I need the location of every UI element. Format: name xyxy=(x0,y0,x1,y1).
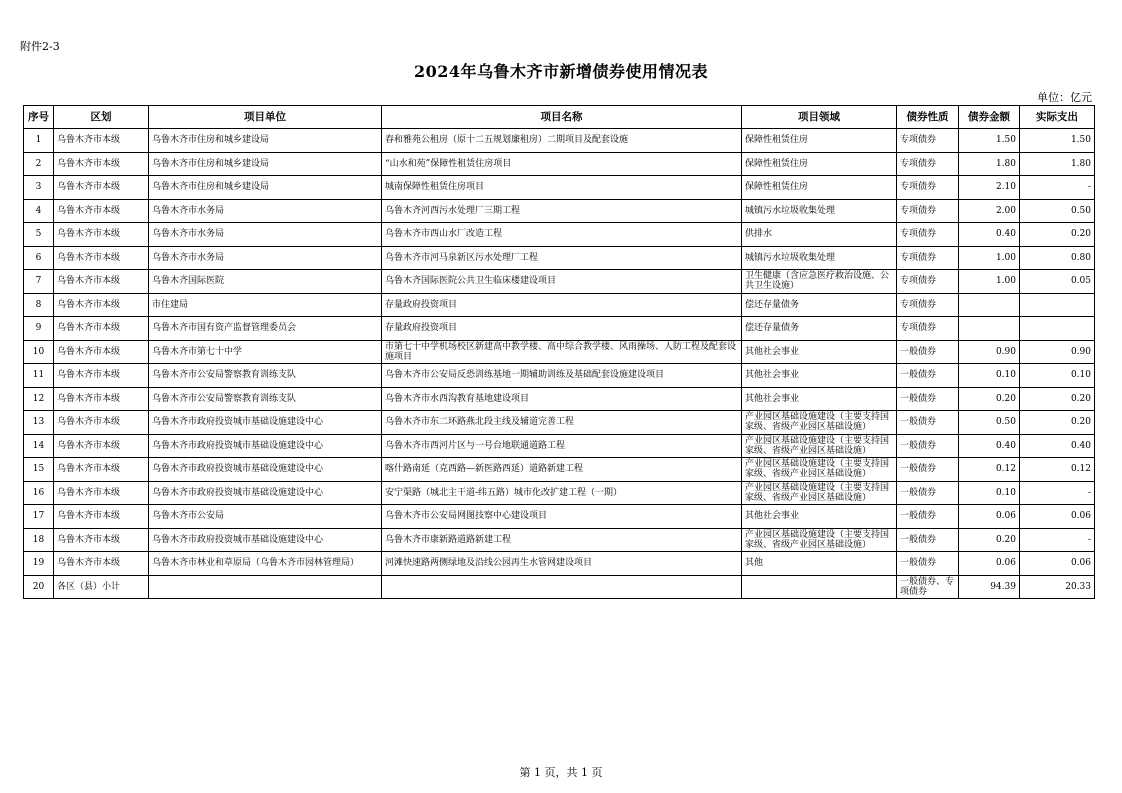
cell-seq: 11 xyxy=(24,364,54,388)
cell-spent: 0.50 xyxy=(1020,199,1095,223)
cell-bond-type: 一般债券 xyxy=(897,481,959,505)
cell-seq: 3 xyxy=(24,176,54,200)
bond-usage-table xyxy=(23,105,1095,599)
cell-amount: 1.00 xyxy=(959,246,1020,270)
cell-bond-type: 专项债券 xyxy=(897,246,959,270)
cell-region: 乌鲁木齐市本级 xyxy=(54,505,149,529)
cell-project: 乌鲁木齐市公安局网图技察中心建设项目 xyxy=(382,505,742,529)
cell-field: 供排水 xyxy=(742,223,897,247)
cell-amount: 2.10 xyxy=(959,176,1020,200)
header-project: 项目名称 xyxy=(382,106,742,129)
cell-amount: 2.00 xyxy=(959,199,1020,223)
cell-unit: 乌鲁木齐市水务局 xyxy=(149,246,382,270)
cell-spent: 0.06 xyxy=(1020,505,1095,529)
cell-project: 乌鲁木齐市西河片区与一号台地联通道路工程 xyxy=(382,434,742,458)
cell-seq: 6 xyxy=(24,246,54,270)
cell-bond-type: 专项债券 xyxy=(897,223,959,247)
header-spent: 实际支出 xyxy=(1020,106,1095,129)
cell-spent: 1.80 xyxy=(1020,152,1095,176)
cell-region: 乌鲁木齐市本级 xyxy=(54,176,149,200)
cell-field: 偿还存量债务 xyxy=(742,293,897,317)
cell-spent: 0.20 xyxy=(1020,387,1095,411)
cell-spent: 0.90 xyxy=(1020,340,1095,364)
cell-project: 乌鲁木齐市东二环路燕北段主线及辅道完善工程 xyxy=(382,411,742,435)
cell-project: 乌鲁木齐市水西沟教育基地建设项目 xyxy=(382,387,742,411)
cell-field: 其他 xyxy=(742,552,897,576)
cell-seq: 9 xyxy=(24,317,54,341)
cell-project: 存量政府投资项目 xyxy=(382,317,742,341)
cell-spent: - xyxy=(1020,528,1095,552)
cell-seq: 17 xyxy=(24,505,54,529)
table-row xyxy=(24,458,1095,482)
cell-spent: 0.40 xyxy=(1020,434,1095,458)
cell-field: 其他社会事业 xyxy=(742,364,897,388)
cell-field: 产业园区基础设施建设（主要支持国家级、省级产业园区基础设施） xyxy=(742,528,897,552)
cell-project: 春和雅苑公租房（原十二五规划廉租房）二期项目及配套设施 xyxy=(382,129,742,153)
cell-field: 其他社会事业 xyxy=(742,340,897,364)
header-row xyxy=(24,106,1095,129)
cell-field: 卫生健康（含应急医疗救治设施、公共卫生设施） xyxy=(742,270,897,294)
cell-field: 其他社会事业 xyxy=(742,505,897,529)
cell-amount: 0.06 xyxy=(959,505,1020,529)
cell-unit: 乌鲁木齐市水务局 xyxy=(149,199,382,223)
cell-field: 其他社会事业 xyxy=(742,387,897,411)
header-bond-type: 债券性质 xyxy=(897,106,959,129)
table-row xyxy=(24,528,1095,552)
cell-project: 安宁渠路（城北主干道-纬五路）城市化改扩建工程（一期） xyxy=(382,481,742,505)
cell-region: 乌鲁木齐市本级 xyxy=(54,293,149,317)
cell-unit: 乌鲁木齐市政府投资城市基础设施建设中心 xyxy=(149,528,382,552)
cell-unit xyxy=(149,575,382,599)
table-row xyxy=(24,340,1095,364)
cell-project: 乌鲁木齐市公安局反恐训练基地一期辅助训练及基础配套设施建设项目 xyxy=(382,364,742,388)
cell-project: 存量政府投资项目 xyxy=(382,293,742,317)
header-seq: 序号 xyxy=(24,106,54,129)
cell-seq: 5 xyxy=(24,223,54,247)
cell-amount: 1.00 xyxy=(959,270,1020,294)
cell-amount: 0.40 xyxy=(959,223,1020,247)
cell-region: 乌鲁木齐市本级 xyxy=(54,552,149,576)
cell-project: 乌鲁木齐河西污水处理厂三期工程 xyxy=(382,199,742,223)
page-title: 2024年乌鲁木齐市新增债券使用情况表 xyxy=(413,62,709,81)
page-footer: 第 1 页，共 1 页 xyxy=(519,766,603,779)
cell-spent: 0.12 xyxy=(1020,458,1095,482)
cell-project: 乌鲁木齐市河马泉新区污水处理厂工程 xyxy=(382,246,742,270)
table-row xyxy=(24,176,1095,200)
cell-spent: - xyxy=(1020,481,1095,505)
cell-field: 城镇污水垃圾收集处理 xyxy=(742,199,897,223)
cell-seq: 13 xyxy=(24,411,54,435)
cell-seq: 15 xyxy=(24,458,54,482)
table-row xyxy=(24,152,1095,176)
cell-project: 乌鲁木齐国际医院公共卫生临床楼建设项目 xyxy=(382,270,742,294)
cell-field: 偿还存量债务 xyxy=(742,317,897,341)
cell-amount: 1.50 xyxy=(959,129,1020,153)
cell-amount: 0.90 xyxy=(959,340,1020,364)
cell-field: 城镇污水垃圾收集处理 xyxy=(742,246,897,270)
cell-unit: 乌鲁木齐市第七十中学 xyxy=(149,340,382,364)
cell-spent: - xyxy=(1020,176,1095,200)
cell-spent: 0.06 xyxy=(1020,552,1095,576)
table-row xyxy=(24,505,1095,529)
cell-seq: 2 xyxy=(24,152,54,176)
cell-bond-type: 专项债券 xyxy=(897,176,959,200)
table-row xyxy=(24,293,1095,317)
cell-unit: 乌鲁木齐市住房和城乡建设局 xyxy=(149,152,382,176)
cell-amount: 0.10 xyxy=(959,481,1020,505)
cell-unit: 乌鲁木齐市政府投资城市基础设施建设中心 xyxy=(149,458,382,482)
cell-region: 乌鲁木齐市本级 xyxy=(54,481,149,505)
cell-amount xyxy=(959,293,1020,317)
cell-spent: 0.20 xyxy=(1020,223,1095,247)
cell-bond-type: 专项债券 xyxy=(897,293,959,317)
table-row xyxy=(24,434,1095,458)
attachment-label: 附件2-3 xyxy=(20,40,60,53)
cell-field xyxy=(742,575,897,599)
cell-bond-type: 一般债券 xyxy=(897,552,959,576)
table-row xyxy=(24,317,1095,341)
cell-region: 乌鲁木齐市本级 xyxy=(54,434,149,458)
table-row xyxy=(24,129,1095,153)
cell-amount: 0.20 xyxy=(959,387,1020,411)
cell-amount xyxy=(959,317,1020,341)
header-region: 区划 xyxy=(54,106,149,129)
cell-bond-type: 一般债券、专项债券 xyxy=(897,575,959,599)
cell-region: 各区（县）小计 xyxy=(54,575,149,599)
cell-field: 保障性租赁住房 xyxy=(742,129,897,153)
cell-spent xyxy=(1020,317,1095,341)
cell-unit: 乌鲁木齐市住房和城乡建设局 xyxy=(149,176,382,200)
cell-seq: 20 xyxy=(24,575,54,599)
cell-bond-type: 一般债券 xyxy=(897,364,959,388)
cell-field: 产业园区基础设施建设（主要支持国家级、省级产业园区基础设施） xyxy=(742,411,897,435)
cell-amount: 0.40 xyxy=(959,434,1020,458)
table-row xyxy=(24,223,1095,247)
cell-spent xyxy=(1020,293,1095,317)
table-row xyxy=(24,270,1095,294)
cell-unit: 乌鲁木齐市公安局 xyxy=(149,505,382,529)
cell-bond-type: 一般债券 xyxy=(897,411,959,435)
cell-field: 保障性租赁住房 xyxy=(742,176,897,200)
cell-seq: 12 xyxy=(24,387,54,411)
cell-region: 乌鲁木齐市本级 xyxy=(54,411,149,435)
cell-region: 乌鲁木齐市本级 xyxy=(54,199,149,223)
cell-project: 乌鲁木齐市康新路道路新建工程 xyxy=(382,528,742,552)
table-body xyxy=(24,129,1095,599)
cell-bond-type: 一般债券 xyxy=(897,340,959,364)
cell-unit: 乌鲁木齐市公安局警察教育训练支队 xyxy=(149,364,382,388)
cell-project: 市第七十中学机场校区新建高中教学楼、高中综合教学楼、风雨操场、人防工程及配套设施项目 xyxy=(382,340,742,364)
cell-region: 乌鲁木齐市本级 xyxy=(54,387,149,411)
cell-amount: 1.80 xyxy=(959,152,1020,176)
table-row xyxy=(24,199,1095,223)
cell-project: 河滩快速路两侧绿地及沿线公园再生水管网建设项目 xyxy=(382,552,742,576)
cell-region: 乌鲁木齐市本级 xyxy=(54,270,149,294)
cell-seq: 10 xyxy=(24,340,54,364)
cell-seq: 18 xyxy=(24,528,54,552)
header-field: 项目领域 xyxy=(742,106,897,129)
cell-unit: 乌鲁木齐市水务局 xyxy=(149,223,382,247)
cell-field: 产业园区基础设施建设（主要支持国家级、省级产业园区基础设施） xyxy=(742,481,897,505)
cell-unit: 乌鲁木齐市政府投资城市基础设施建设中心 xyxy=(149,411,382,435)
cell-spent: 20.33 xyxy=(1020,575,1095,599)
cell-bond-type: 专项债券 xyxy=(897,152,959,176)
cell-bond-type: 一般债券 xyxy=(897,505,959,529)
cell-project: 城南保障性租赁住房项目 xyxy=(382,176,742,200)
table-row xyxy=(24,411,1095,435)
cell-unit: 乌鲁木齐国际医院 xyxy=(149,270,382,294)
cell-bond-type: 专项债券 xyxy=(897,317,959,341)
cell-amount: 0.50 xyxy=(959,411,1020,435)
cell-unit: 乌鲁木齐市政府投资城市基础设施建设中心 xyxy=(149,481,382,505)
cell-amount: 0.10 xyxy=(959,364,1020,388)
cell-seq: 8 xyxy=(24,293,54,317)
cell-region: 乌鲁木齐市本级 xyxy=(54,129,149,153)
table-row xyxy=(24,246,1095,270)
cell-seq: 4 xyxy=(24,199,54,223)
cell-project: 喀什路南延（克西路—新医路西延）道路新建工程 xyxy=(382,458,742,482)
cell-field: 产业园区基础设施建设（主要支持国家级、省级产业园区基础设施） xyxy=(742,434,897,458)
table-row xyxy=(24,575,1095,599)
cell-seq: 19 xyxy=(24,552,54,576)
cell-field: 产业园区基础设施建设（主要支持国家级、省级产业园区基础设施） xyxy=(742,458,897,482)
table-row xyxy=(24,364,1095,388)
table-row xyxy=(24,481,1095,505)
cell-region: 乌鲁木齐市本级 xyxy=(54,458,149,482)
cell-region: 乌鲁木齐市本级 xyxy=(54,223,149,247)
cell-unit: 市住建局 xyxy=(149,293,382,317)
cell-seq: 16 xyxy=(24,481,54,505)
cell-spent: 0.80 xyxy=(1020,246,1095,270)
cell-project xyxy=(382,575,742,599)
cell-amount: 0.20 xyxy=(959,528,1020,552)
cell-region: 乌鲁木齐市本级 xyxy=(54,528,149,552)
cell-field: 保障性租赁住房 xyxy=(742,152,897,176)
cell-seq: 14 xyxy=(24,434,54,458)
table-row xyxy=(24,387,1095,411)
cell-project: 乌鲁木齐市西山水厂改造工程 xyxy=(382,223,742,247)
cell-project: “山水和苑”保障性租赁住房项目 xyxy=(382,152,742,176)
cell-bond-type: 一般债券 xyxy=(897,458,959,482)
cell-spent: 0.05 xyxy=(1020,270,1095,294)
cell-unit: 乌鲁木齐市国有资产监督管理委员会 xyxy=(149,317,382,341)
cell-unit: 乌鲁木齐市公安局警察教育训练支队 xyxy=(149,387,382,411)
cell-region: 乌鲁木齐市本级 xyxy=(54,317,149,341)
cell-unit: 乌鲁木齐市政府投资城市基础设施建设中心 xyxy=(149,434,382,458)
cell-unit: 乌鲁木齐市住房和城乡建设局 xyxy=(149,129,382,153)
header-amount: 债券金额 xyxy=(959,106,1020,129)
cell-bond-type: 一般债券 xyxy=(897,434,959,458)
unit-label: 单位：亿元 xyxy=(1037,91,1092,104)
cell-region: 乌鲁木齐市本级 xyxy=(54,246,149,270)
cell-spent: 0.20 xyxy=(1020,411,1095,435)
header-unit: 项目单位 xyxy=(149,106,382,129)
cell-region: 乌鲁木齐市本级 xyxy=(54,340,149,364)
cell-spent: 1.50 xyxy=(1020,129,1095,153)
cell-bond-type: 专项债券 xyxy=(897,270,959,294)
cell-bond-type: 一般债券 xyxy=(897,528,959,552)
cell-spent: 0.10 xyxy=(1020,364,1095,388)
cell-bond-type: 专项债券 xyxy=(897,199,959,223)
cell-bond-type: 专项债券 xyxy=(897,129,959,153)
cell-seq: 7 xyxy=(24,270,54,294)
cell-amount: 0.06 xyxy=(959,552,1020,576)
cell-seq: 1 xyxy=(24,129,54,153)
cell-bond-type: 一般债券 xyxy=(897,387,959,411)
table-row xyxy=(24,552,1095,576)
cell-region: 乌鲁木齐市本级 xyxy=(54,364,149,388)
cell-amount: 94.39 xyxy=(959,575,1020,599)
cell-unit: 乌鲁木齐市林业和草原局（乌鲁木齐市园林管理局） xyxy=(149,552,382,576)
cell-region: 乌鲁木齐市本级 xyxy=(54,152,149,176)
cell-amount: 0.12 xyxy=(959,458,1020,482)
